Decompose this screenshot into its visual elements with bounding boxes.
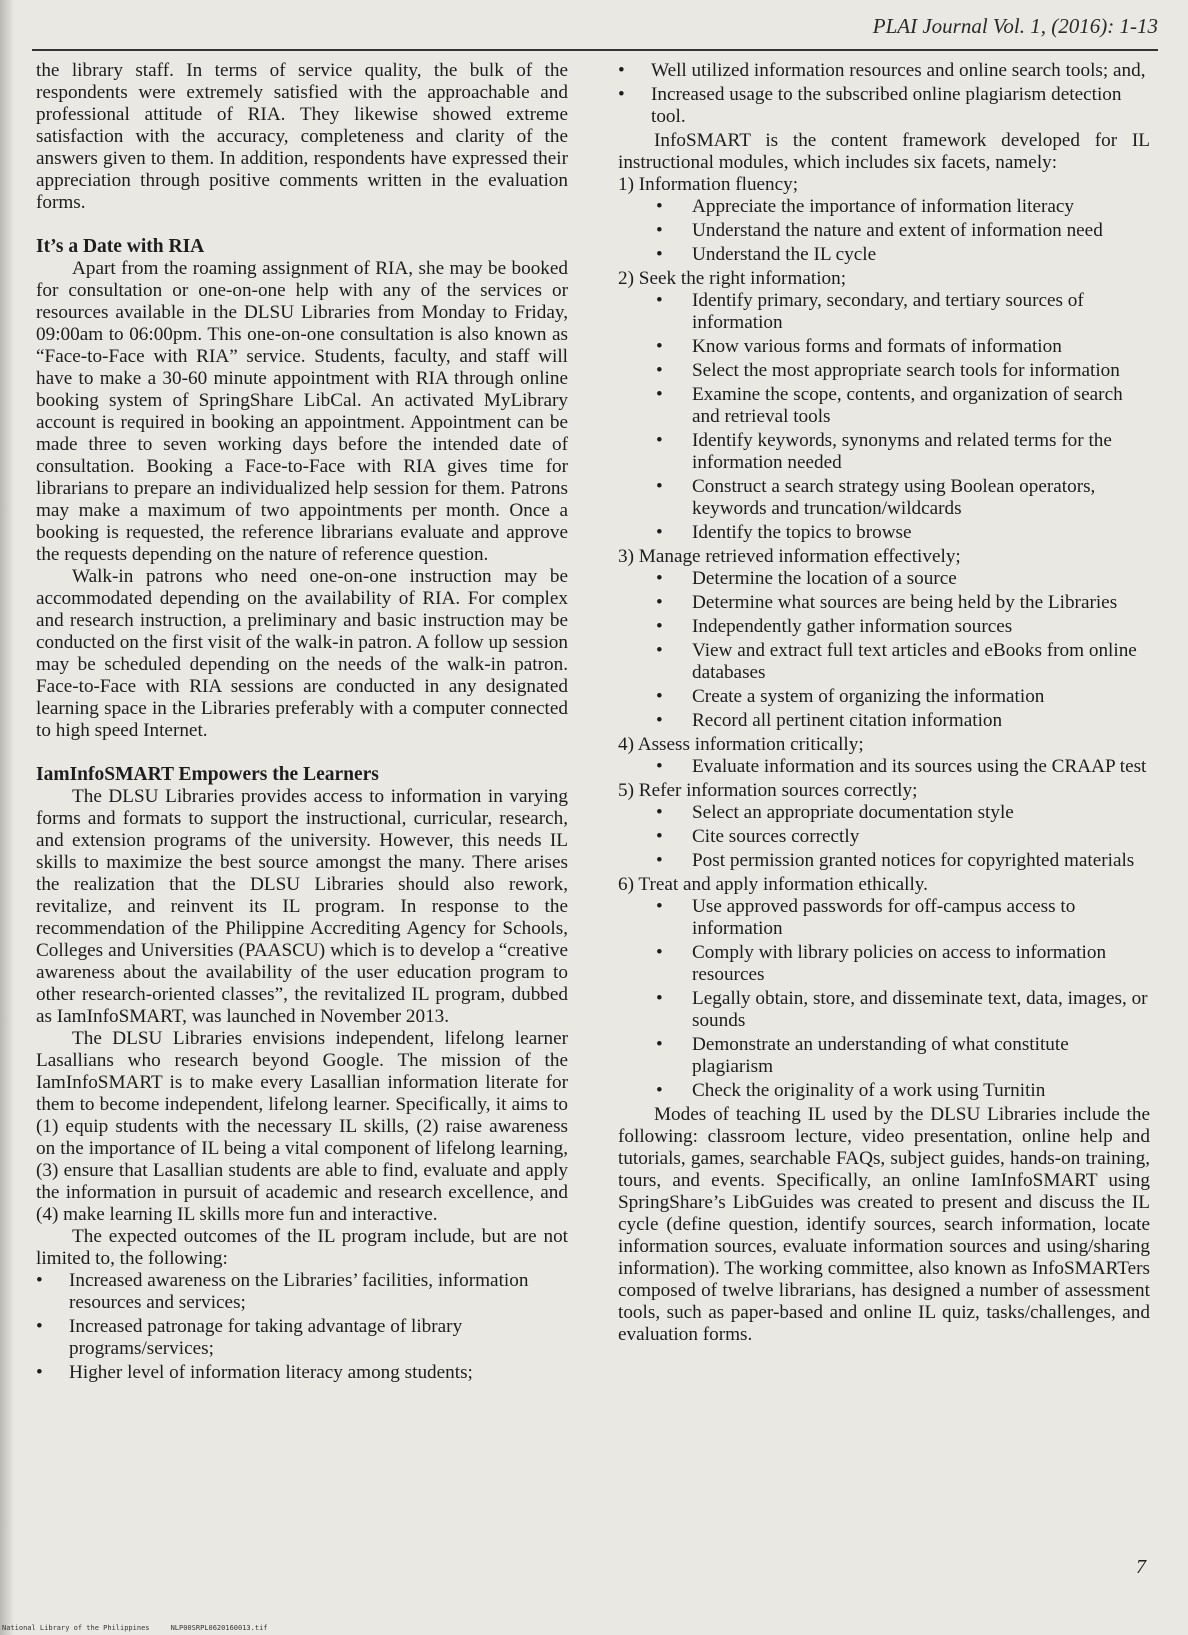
empowers-paragraph-3: The expected outcomes of the IL program include, but are not limited to, the following: [36, 1226, 568, 1269]
list-item: • View and extract full text articles and eBooks from online databases [618, 640, 1150, 684]
facet-list [618, 802, 1150, 872]
list-item: • Record all pertinent citation information [618, 710, 1150, 732]
list-item: • Increased usage to the subscribed online plagiarism detection tool. [618, 84, 1150, 128]
facet-title: 1) Information fluency; [618, 174, 799, 195]
facet-title: 5) Refer information sources correctly; [618, 780, 918, 801]
intro-paragraph: the library staff. In terms of service quality, the bulk of the respondents were extremely satisfied with the approachable and professional attitude of RIA. They likewise showed extreme satisfaction with the accuracy, completeness and clarity of the answers given to them. In addition, respondents have expressed their appreciation through positive comments written in the evaluation forms. [36, 60, 568, 213]
facet-title: 3) Manage retrieved information effectively; [618, 546, 961, 567]
list-item: • Check the originality of a work using Turnitin [618, 1080, 1150, 1102]
facet-title: 2) Seek the right information; [618, 268, 847, 289]
list-item: • Legally obtain, store, and disseminate text, data, images, or sounds [618, 988, 1150, 1032]
journal-header: PLAI Journal Vol. 1, (2016): 1-13 [872, 14, 1158, 38]
scan-edge-shadow [0, 0, 14, 1635]
list-item: • Comply with library policies on access to information resources [618, 942, 1150, 986]
list-item: • Appreciate the importance of information literacy [618, 196, 1150, 218]
list-item: • Well utilized information resources and online search tools; and, [618, 60, 1150, 82]
date-paragraph-2: Walk-in patrons who need one-on-one instruction may be accommodated depending on the availability of RIA. For complex and research instruction, a preliminary and basic instruction may be conducted on the first visit of the walk-in patron. A follow up session may be scheduled depending on the needs of the walk-in patron. Face-to-Face with RIA sessions are conducted in any designated learning space in the Libraries preferably with a computer connected to high speed Internet. [36, 566, 568, 741]
list-item: • Use approved passwords for off-campus access to information [618, 896, 1150, 940]
list-item: • Evaluate information and its sources using the CRAAP test [618, 756, 1150, 778]
date-paragraph-1: Apart from the roaming assignment of RIA, she may be booked for consultation or one-on-one help with any of the services or resources available in the DLSU Libraries from Monday to Friday, 09:00am to 06:00pm. This one-on-one consultation is also known as “Face-to-Face with RIA” service. Students, faculty, and staff will have to make a 30-60 minute appointment with RIA through online booking system of SpringShare LibCal. An activated MyLibrary account is required in booking an appointment. Appointment can be made three to seven working days before the intended date of consultation. Booking a Face-to-Face with RIA gives time for librarians to prepare an individualized help session for them. Patrons may make a maximum of two appointments per month. Once a booking is requested, the reference librarians evaluate and approve the requests depending on the nature of reference question. [36, 258, 568, 565]
header-rule [32, 49, 1158, 51]
list-item: • Understand the nature and extent of information need [618, 220, 1150, 242]
list-item: • Select an appropriate documentation style [618, 802, 1150, 824]
facet-list [618, 568, 1150, 732]
list-item: • Independently gather information sources [618, 616, 1150, 638]
facet-list [618, 290, 1150, 544]
list-item: • Select the most appropriate search tools for information [618, 360, 1150, 382]
facet-list [618, 756, 1150, 778]
facet-list [618, 896, 1150, 1102]
facet-list [618, 196, 1150, 266]
left-column [36, 60, 568, 1386]
modes-paragraph: Modes of teaching IL used by the DLSU Libraries include the following: classroom lecture, video presentation, online help and tutorials, games, searchable FAQs, subject guides, hands-on training, tours, and events. Specifically, an online IamInfoSMART using SpringShare’s LibGuides was created to present and discuss the IL cycle (define question, identify sources, search information, locate information sources, evaluate information sources and using/sharing information). The working committee, also known as InfoSMARTers composed of twelve librarians, has designed a number of assessment tools, such as paper-based and online IL quiz, tasks/challenges, and evaluation forms. [618, 1104, 1150, 1345]
list-item: • Post permission granted notices for copyrighted materials [618, 850, 1150, 872]
list-item: • Determine the location of a source [618, 568, 1150, 590]
section-heading-empowers: IamInfoSMART Empowers the Learners [36, 764, 379, 785]
list-item: • Examine the scope, contents, and organization of search and retrieval tools [618, 384, 1150, 428]
outcomes-list [36, 1270, 568, 1384]
list-item: • Identify the topics to browse [618, 522, 1150, 544]
list-item: • Higher level of information literacy among students; [36, 1362, 568, 1384]
list-item: • Increased patronage for taking advantage of library programs/services; [36, 1316, 568, 1360]
list-item: • Identify keywords, synonyms and related terms for the information needed [618, 430, 1150, 474]
empowers-paragraph-1: The DLSU Libraries provides access to information in varying forms and formats to support the instructional, curricular, research, and extension programs of the university. However, this needs IL skills to maximize the best source amongst the many. There arises the realization that the DLSU Libraries should also rework, revitalize, and reinvent its IL program. In response to the recommendation of the Philippine Accrediting Agency for Schools, Colleges and Universities (PAASCU) which is to develop a “creative awareness about the availability of the user education program to other research-oriented classes”, the revitalized IL program, dubbed as IamInfoSMART, was launched in November 2013. [36, 786, 568, 1027]
facet-title: 6) Treat and apply information ethically. [618, 874, 928, 895]
list-item: • Increased awareness on the Libraries’ facilities, information resources and services; [36, 1270, 568, 1314]
list-item: • Determine what sources are being held by the Libraries [618, 592, 1150, 614]
scan-footer-stamp: National Library of the Philippines NLP00SRPL0620160013.tif [2, 1624, 268, 1632]
empowers-paragraph-2: The DLSU Libraries envisions independent, lifelong learner Lasallians who research beyond Google. The mission of the IamInfoSMART is to make every Lasallian information literate for them to become independent, lifelong learner. Specifically, it aims to (1) equip students with the necessary IL skills, (2) raise awareness on the importance of IL being a vital component of lifelong learning, (3) ensure that Lasallian students are able to find, evaluate and apply the information in pursuit of academic and research excellence, and (4) make learning IL skills more fun and interactive. [36, 1028, 568, 1225]
list-item: • Create a system of organizing the information [618, 686, 1150, 708]
list-item: • Identify primary, secondary, and tertiary sources of information [618, 290, 1150, 334]
outcomes-list-continued [618, 60, 1150, 128]
list-item: • Know various forms and formats of information [618, 336, 1150, 358]
list-item: • Cite sources correctly [618, 826, 1150, 848]
facet-title: 4) Assess information critically; [618, 734, 864, 755]
section-heading-date: It’s a Date with RIA [36, 236, 205, 257]
list-item: • Demonstrate an understanding of what constitute plagiarism [618, 1034, 1150, 1078]
list-item: • Understand the IL cycle [618, 244, 1150, 266]
framework-paragraph: InfoSMART is the content framework developed for IL instructional modules, which includes six facets, namely: [618, 130, 1150, 173]
page-number: 7 [1136, 1556, 1146, 1578]
list-item: • Construct a search strategy using Boolean operators, keywords and truncation/wildcards [618, 476, 1150, 520]
right-column [618, 60, 1150, 1346]
